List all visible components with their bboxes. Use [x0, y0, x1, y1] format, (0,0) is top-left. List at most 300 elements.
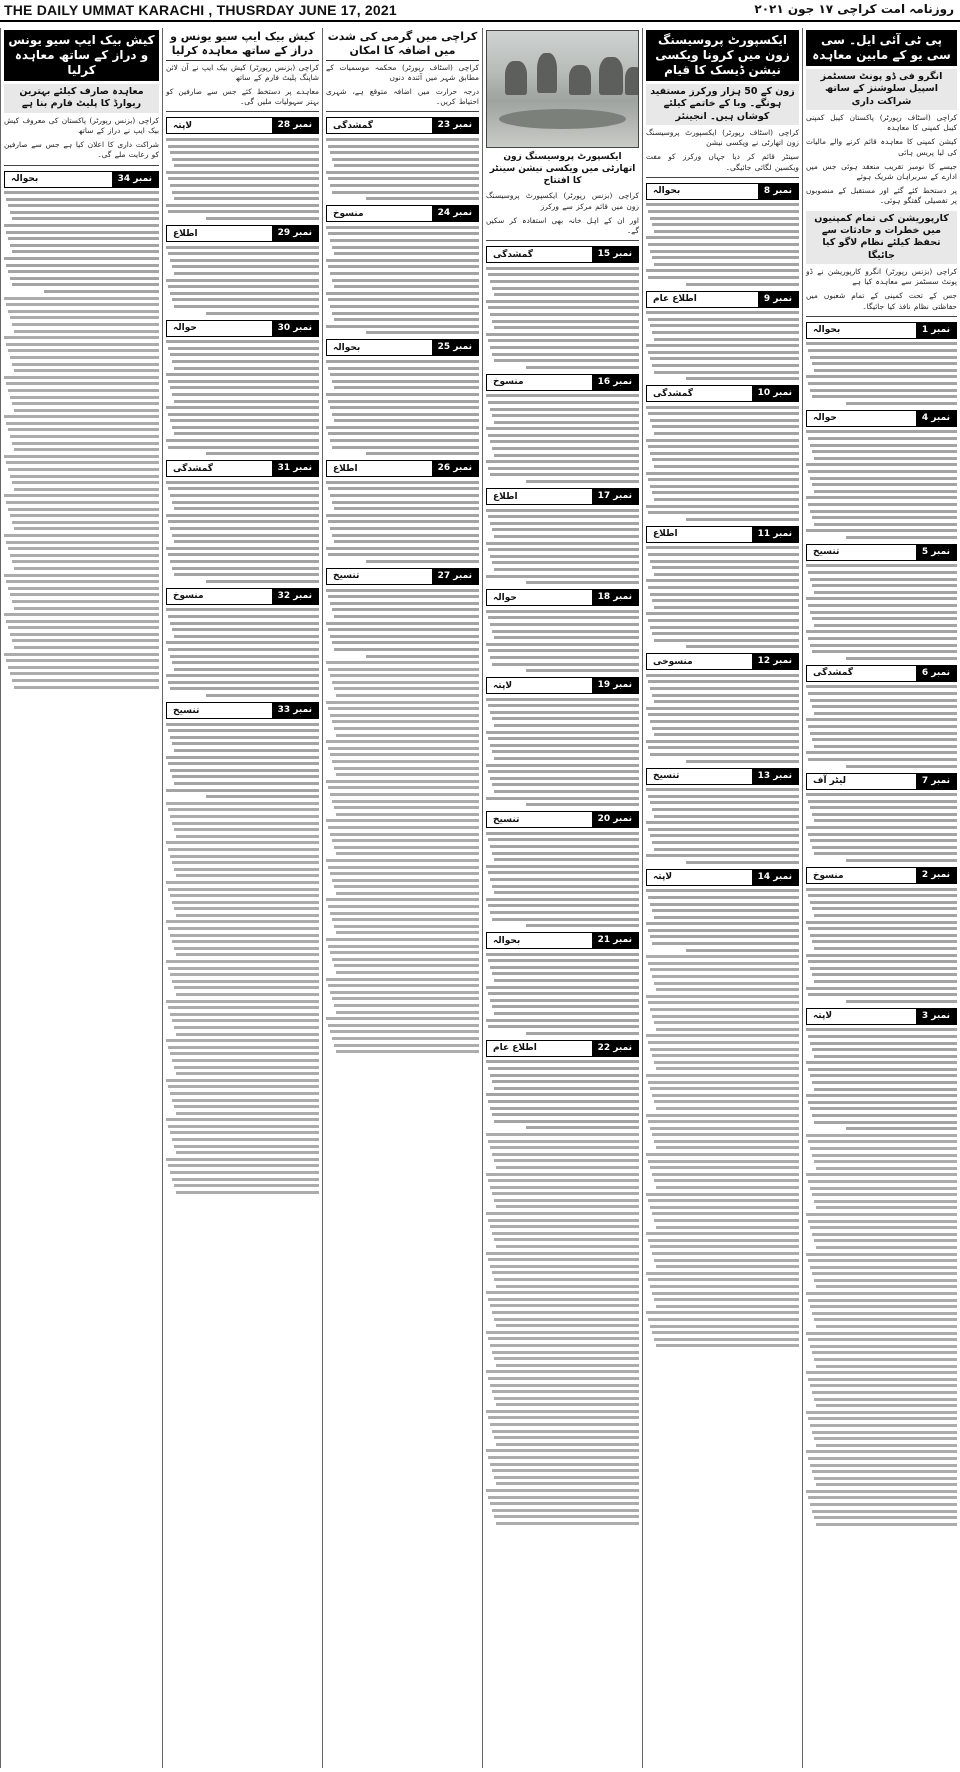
text-line — [328, 265, 479, 268]
text-line — [488, 467, 639, 470]
photo-figure — [505, 61, 527, 95]
notice-number: نمبر 26 — [432, 461, 478, 476]
notice-number: نمبر 32 — [272, 589, 318, 604]
text-line — [648, 1278, 799, 1281]
text-line — [810, 1147, 957, 1150]
text-line — [492, 528, 639, 531]
article-text: جیسے کا نومبر تقریب منعقد ہوئی جس میں ادارے کے سربراہان شریک ہوئے — [806, 161, 957, 182]
text-line — [12, 679, 159, 682]
text-line — [14, 409, 159, 412]
text-line — [652, 491, 799, 494]
text-line — [486, 1133, 639, 1136]
text-line — [174, 573, 319, 576]
text-line — [330, 872, 479, 875]
text-line — [332, 641, 479, 644]
text-line — [654, 606, 799, 609]
notice-number: نمبر 34 — [112, 172, 158, 187]
text-line — [810, 901, 957, 904]
text-line — [166, 674, 319, 677]
text-line — [814, 591, 957, 594]
text-line — [652, 256, 799, 259]
text-line — [12, 283, 159, 286]
text-line — [808, 993, 957, 996]
notice-header — [806, 410, 957, 427]
text-line — [814, 1437, 957, 1440]
text-line — [330, 305, 479, 308]
text-line — [816, 1167, 957, 1170]
text-line — [6, 580, 159, 583]
text-line — [326, 1017, 479, 1020]
text-line — [808, 758, 957, 761]
text-line — [170, 622, 319, 625]
text-line — [10, 211, 159, 214]
column-subhead: زون کے 50 ہزار ورکرز مستفید ہونگے۔ وبا کے خاتمے کیلئے کوشاں ہیں۔ انجینئر — [646, 84, 799, 125]
text-line — [330, 239, 479, 242]
text-line — [326, 426, 479, 429]
text-line — [10, 244, 159, 247]
text-line — [490, 656, 639, 659]
notice-header — [326, 460, 479, 477]
text-line — [334, 687, 479, 690]
text-line — [806, 1332, 957, 1335]
text-line — [494, 1012, 639, 1015]
text-line — [170, 973, 319, 976]
text-line — [810, 510, 957, 513]
notice-number: نمبر 28 — [272, 118, 318, 133]
text-line — [174, 1184, 319, 1187]
column-rule — [806, 316, 957, 317]
text-line — [492, 1192, 639, 1195]
text-line — [328, 866, 479, 869]
notice-number: نمبر 9 — [758, 292, 798, 307]
notice-title: حوالہ — [493, 592, 517, 603]
text-line — [12, 217, 159, 220]
text-line — [652, 694, 799, 697]
text-line — [174, 1066, 319, 1069]
notice-title: لاپتہ — [813, 1011, 833, 1022]
text-line — [808, 1299, 957, 1302]
text-line — [810, 1384, 957, 1387]
notice-number: نمبر 20 — [592, 812, 638, 827]
text-line — [806, 921, 957, 924]
text-line — [492, 1430, 639, 1433]
text-line — [332, 158, 479, 161]
column-2 — [642, 28, 802, 1768]
text-line — [168, 252, 319, 255]
notice-number: نمبر 14 — [752, 870, 798, 885]
text-line — [492, 717, 639, 720]
text-line — [494, 293, 639, 296]
text-line — [14, 686, 159, 689]
text-line — [172, 360, 319, 363]
text-line — [526, 803, 639, 806]
text-line — [648, 553, 799, 556]
notice-title: منسوخ — [493, 377, 524, 388]
notice-body — [166, 138, 319, 220]
text-line — [812, 1193, 957, 1196]
text-line — [336, 694, 479, 697]
column-subhead-2: کارپوریشن کی تمام کمپنیوں میں خطرات و حادثات سے تحفظ کیلئے نظام لاگو کیا جائیگا — [806, 211, 957, 264]
text-line — [486, 865, 639, 868]
text-line — [648, 680, 799, 683]
notice-header — [486, 488, 639, 505]
text-line — [808, 833, 957, 836]
text-line — [168, 1046, 319, 1049]
text-line — [806, 987, 957, 990]
text-line — [806, 1450, 957, 1453]
text-line — [816, 1404, 957, 1407]
text-line — [810, 1345, 957, 1348]
column-headline: ایکسپورٹ پروسیسنگ زون میں کرونا ویکسی نیشن ڈیسک کا قیام — [646, 30, 799, 81]
text-line — [166, 723, 319, 726]
text-line — [654, 1259, 799, 1262]
notice-number: نمبر 25 — [432, 340, 478, 355]
text-line — [334, 164, 479, 167]
text-line — [496, 1324, 639, 1327]
text-line — [166, 1158, 319, 1161]
article-text: پر دستخط کئے گئے اور مستقبل کے منصوبوں پر تفصیلی گفتگو ہوئی۔ — [806, 186, 957, 206]
text-line — [814, 457, 957, 460]
text-line — [808, 382, 957, 385]
text-line — [168, 1164, 319, 1167]
text-line — [326, 360, 479, 363]
text-line — [808, 1068, 957, 1071]
text-line — [806, 1134, 957, 1137]
notice-body — [806, 793, 957, 862]
notice-header — [806, 867, 957, 884]
text-line — [652, 331, 799, 334]
text-line — [810, 1187, 957, 1190]
text-line — [654, 263, 799, 266]
notice-header — [646, 768, 799, 785]
text-line — [652, 909, 799, 912]
text-line — [526, 924, 639, 927]
text-line — [4, 574, 159, 577]
notice-number: نمبر 13 — [752, 769, 798, 784]
text-line — [328, 826, 479, 829]
notice-header — [806, 544, 957, 561]
text-line — [526, 581, 639, 584]
text-line — [174, 635, 319, 638]
text-line — [8, 428, 159, 431]
text-line — [168, 729, 319, 732]
text-line — [656, 1107, 799, 1110]
text-line — [10, 554, 159, 557]
text-line — [330, 373, 479, 376]
text-line — [332, 681, 479, 684]
text-line — [488, 616, 639, 619]
text-line — [326, 547, 479, 550]
text-line — [486, 1449, 639, 1452]
notice-header — [486, 246, 639, 263]
notice-body — [806, 1028, 957, 1130]
text-line — [330, 674, 479, 677]
text-line — [654, 1021, 799, 1024]
text-line — [492, 1232, 639, 1235]
text-line — [172, 1019, 319, 1022]
text-line — [648, 276, 799, 279]
notice-header — [326, 117, 479, 134]
text-line — [326, 701, 479, 704]
text-line — [12, 442, 159, 445]
column-filler — [486, 1133, 639, 1525]
text-line — [334, 727, 479, 730]
notice-header — [646, 869, 799, 886]
text-line — [166, 1000, 319, 1003]
text-line — [812, 1431, 957, 1434]
text-line — [168, 648, 319, 651]
text-line — [492, 783, 639, 786]
column-subhead: انگرو فی ڈو پونٹ سسٹمز اسپیل سلوشنز کے ساتھ شراکت داری — [806, 69, 957, 110]
text-line — [4, 534, 159, 537]
text-line — [8, 389, 159, 392]
text-line — [686, 861, 799, 864]
text-line — [806, 793, 957, 796]
text-line — [486, 267, 639, 270]
text-line — [846, 536, 957, 539]
text-line — [326, 622, 479, 625]
text-line — [332, 501, 479, 504]
column-filler — [326, 661, 479, 1053]
text-line — [810, 732, 957, 735]
text-line — [330, 951, 479, 954]
text-line — [652, 841, 799, 844]
text-line — [174, 1145, 319, 1148]
notice-number: نمبر 11 — [752, 527, 798, 542]
text-line — [170, 1131, 319, 1134]
text-line — [170, 1013, 319, 1016]
notice-header — [166, 225, 319, 242]
notice-number: نمبر 18 — [592, 590, 638, 605]
column-headline: کیش بیک ایپ سیو یونس و دراز کے ساتھ معاہدہ کرلیا — [4, 30, 159, 81]
text-line — [486, 509, 639, 512]
text-line — [652, 364, 799, 367]
text-line — [328, 747, 479, 750]
text-line — [168, 1006, 319, 1009]
text-line — [656, 1186, 799, 1189]
text-line — [646, 995, 799, 998]
text-line — [494, 359, 639, 362]
column-filler — [166, 802, 319, 1194]
text-line — [654, 498, 799, 501]
text-line — [172, 822, 319, 825]
text-line — [494, 326, 639, 329]
notice-header — [486, 1040, 639, 1057]
column-3 — [482, 28, 642, 1768]
notice-title: تنسیخ — [813, 547, 840, 558]
text-line — [490, 845, 639, 848]
text-line — [808, 1496, 957, 1499]
text-line — [686, 645, 799, 648]
notice-header — [486, 374, 639, 391]
text-line — [526, 366, 639, 369]
text-line — [326, 661, 479, 664]
text-line — [168, 177, 319, 180]
text-line — [494, 1397, 639, 1400]
text-line — [170, 419, 319, 422]
text-line — [336, 931, 479, 934]
text-line — [652, 1212, 799, 1215]
text-line — [8, 666, 159, 669]
column-1 — [802, 28, 960, 1768]
text-line — [334, 318, 479, 321]
text-line — [486, 1252, 639, 1255]
text-line — [330, 635, 479, 638]
text-line — [806, 564, 957, 567]
text-line — [168, 1085, 319, 1088]
text-line — [170, 1171, 319, 1174]
text-line — [496, 1205, 639, 1208]
text-line — [334, 648, 479, 651]
text-line — [330, 439, 479, 442]
text-line — [656, 1344, 799, 1347]
text-line — [172, 1099, 319, 1102]
column-6 — [0, 28, 162, 1768]
text-line — [648, 713, 799, 716]
text-line — [494, 568, 639, 571]
text-line — [328, 145, 479, 148]
text-line — [170, 894, 319, 897]
text-line — [812, 940, 957, 943]
text-line — [12, 323, 159, 326]
text-line — [328, 945, 479, 948]
text-line — [654, 700, 799, 703]
text-line — [172, 1138, 319, 1141]
photo-figure — [599, 57, 623, 95]
text-line — [170, 527, 319, 530]
text-line — [486, 731, 639, 734]
text-line — [334, 964, 479, 967]
text-line — [6, 264, 159, 267]
text-line — [814, 1055, 957, 1058]
text-line — [846, 1000, 957, 1003]
text-line — [646, 472, 799, 475]
text-line — [814, 745, 957, 748]
text-line — [334, 540, 479, 543]
text-line — [168, 520, 319, 523]
text-line — [4, 257, 159, 260]
text-line — [806, 1173, 957, 1176]
text-line — [650, 935, 799, 938]
text-line — [174, 164, 319, 167]
text-line — [14, 488, 159, 491]
text-line — [488, 339, 639, 342]
text-line — [490, 522, 639, 525]
text-line — [814, 1358, 957, 1361]
text-line — [206, 580, 319, 583]
text-line — [650, 1245, 799, 1248]
text-line — [14, 369, 159, 372]
text-line — [806, 529, 957, 532]
text-line — [176, 1112, 319, 1115]
text-line — [336, 852, 479, 855]
text-line — [170, 655, 319, 658]
text-line — [486, 898, 639, 901]
notice-title: بحوالہ — [333, 342, 361, 353]
text-line — [332, 879, 479, 882]
text-line — [326, 138, 479, 141]
text-line — [170, 934, 319, 937]
text-line — [808, 1338, 957, 1341]
text-line — [646, 1114, 799, 1117]
text-line — [14, 330, 159, 333]
notice-body — [166, 246, 319, 315]
text-line — [8, 237, 159, 240]
text-line — [808, 470, 957, 473]
text-line — [812, 705, 957, 708]
text-line — [526, 669, 639, 672]
masthead-urdu: روزنامہ امت کراچی ۱۷ جون ۲۰۲۱ — [754, 2, 954, 16]
notice-title: بحوالہ — [11, 174, 39, 184]
text-line — [6, 501, 159, 504]
text-line — [8, 204, 159, 207]
text-line — [166, 641, 319, 644]
text-line — [172, 534, 319, 537]
text-line — [816, 1285, 957, 1288]
text-line — [808, 1101, 957, 1104]
notice-body — [166, 723, 319, 799]
text-line — [488, 1456, 639, 1459]
text-line — [174, 986, 319, 989]
text-line — [846, 402, 957, 405]
text-line — [650, 801, 799, 804]
text-line — [806, 718, 957, 721]
text-line — [492, 561, 639, 564]
text-line — [490, 1344, 639, 1347]
text-line — [806, 1490, 957, 1493]
text-line — [652, 942, 799, 945]
notice-body — [806, 342, 957, 404]
text-line — [648, 210, 799, 213]
text-line — [812, 516, 957, 519]
text-line — [488, 1298, 639, 1301]
text-line — [330, 833, 479, 836]
text-line — [806, 597, 957, 600]
text-line — [526, 480, 639, 483]
text-line — [168, 762, 319, 765]
text-line — [172, 775, 319, 778]
text-line — [174, 540, 319, 543]
text-line — [170, 259, 319, 262]
notice-header — [326, 205, 479, 222]
text-line — [496, 1166, 639, 1169]
text-line — [10, 475, 159, 478]
text-line — [490, 1463, 639, 1466]
text-line — [490, 280, 639, 283]
text-line — [172, 861, 319, 864]
text-line — [652, 1252, 799, 1255]
text-line — [494, 1199, 639, 1202]
text-line — [816, 1206, 957, 1209]
text-line — [650, 903, 799, 906]
text-line — [808, 960, 957, 963]
text-line — [170, 494, 319, 497]
column-rule — [4, 165, 159, 166]
text-line — [486, 1060, 639, 1063]
notice-body — [326, 481, 479, 563]
text-line — [494, 1238, 639, 1241]
text-line — [494, 636, 639, 639]
text-line — [10, 316, 159, 319]
text-line — [492, 447, 639, 450]
text-line — [332, 839, 479, 842]
text-line — [486, 953, 639, 956]
text-line — [492, 1469, 639, 1472]
text-line — [814, 1477, 957, 1480]
text-line — [814, 980, 957, 983]
notice-header — [166, 702, 319, 719]
text-line — [168, 681, 319, 684]
